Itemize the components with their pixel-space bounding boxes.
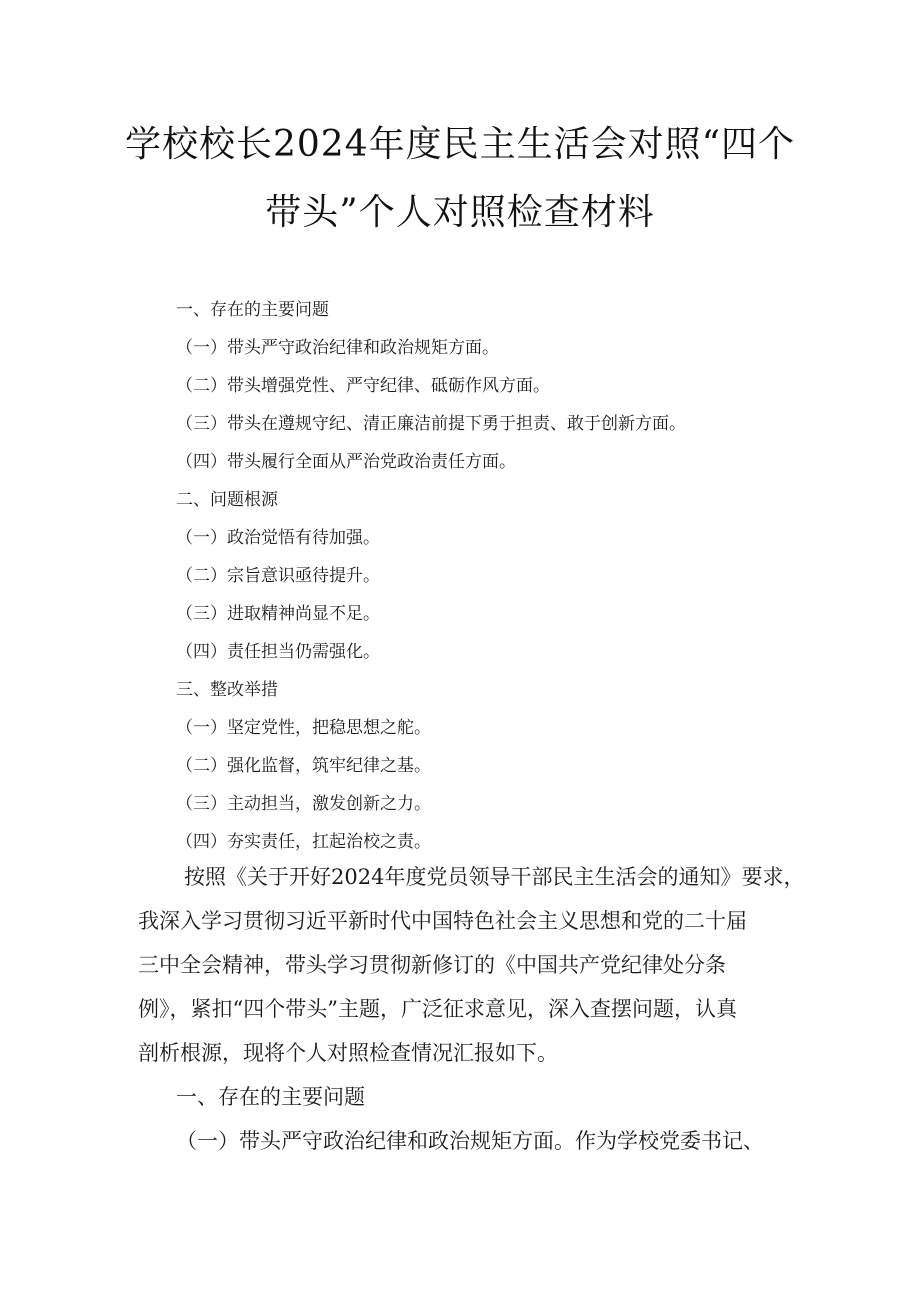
paragraph-line: 我深入学习贯彻习近平新时代中国特色社会主义思想和党的二十届 [138,909,747,933]
paragraph-line: 三中全会精神，带头学习贯彻新修订的《中国共产党纪律处分条 [138,953,726,977]
outline-item: （一）坚定党性，把稳思想之舵。 [176,718,431,738]
outline-item: （一）带头严守政治纪律和政治规矩方面。 [176,338,499,358]
document-title-line-2: 带头”个人对照检查材料 [265,192,655,233]
outline-heading-3: 三、整改举措 [176,680,278,700]
outline-item: （二）宗旨意识亟待提升。 [176,566,380,586]
outline-list [176,298,816,868]
outline-item: （四）责任担当仍需强化。 [176,642,380,662]
outline-heading-1: 一、存在的主要问题 [176,300,329,320]
outline-item: （二）强化监督，筑牢纪律之基。 [176,756,431,776]
paragraph-line: 剖析根源，现将个人对照检查情况汇报如下。 [138,1041,558,1065]
intro-paragraph [138,862,805,1170]
section-heading: 一、存在的主要问题 [176,1085,365,1109]
outline-item: （一）政治觉悟有待加强。 [176,528,380,548]
outline-item: （四）带头履行全面从严治党政治责任方面。 [176,452,516,472]
outline-item: （二）带头增强党性、严守纪律、砥砺作风方面。 [176,376,550,396]
paragraph-line: 例》，紧扣“四个带头”主题，广泛征求意见，深入查摆问题，认真 [138,997,737,1021]
document-title-line-1: 学校校长2024年度民主生活会对照“四个 [124,124,796,165]
section-first-line: （一）带头严守政治纪律和政治规矩方面。作为学校党委书记、 [176,1129,764,1153]
outline-item: （三）进取精神尚显不足。 [176,604,380,624]
outline-item: （四）夯实责任，扛起治校之责。 [176,832,431,852]
paragraph-line: 按照《关于开好2024年度党员领导干部民主生活会的通知》要求， [184,865,805,889]
outline-heading-2: 二、问题根源 [176,490,278,510]
outline-item: （三）主动担当，激发创新之力。 [176,794,431,814]
outline-item: （三）带头在遵规守纪、清正廉洁前提下勇于担责、敢于创新方面。 [176,414,686,434]
